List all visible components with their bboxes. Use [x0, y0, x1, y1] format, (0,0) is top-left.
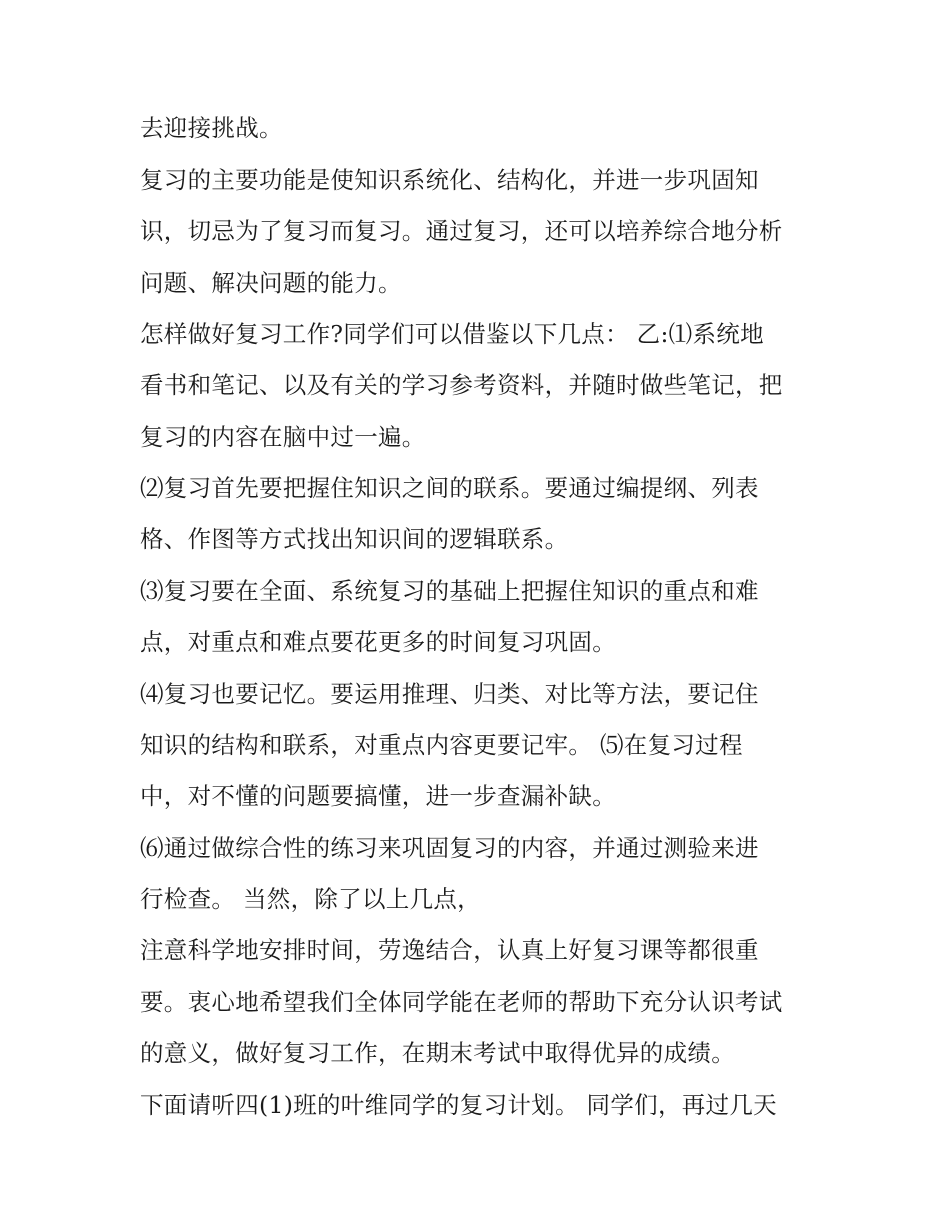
text-line: 注意科学地安排时间，劳逸结合，认真上好复习课等都很重 [140, 936, 759, 964]
text-line: 怎样做好复习工作?同学们可以借鉴以下几点： 乙:⑴系统地 [140, 320, 764, 348]
text-line: 复习的内容在脑中过一遍。 [140, 423, 426, 451]
text-line: ⑵复习首先要把握住知识之间的联系。要通过编提纲、列表 [140, 474, 759, 502]
text-line: 行检查。 当然，除了以上几点， [140, 885, 481, 913]
text-line: 下面请听四(1)班的叶维同学的复习计划。 同学们，再过几天 [140, 1091, 777, 1119]
text-line: 识，切忌为了复习而复习。通过复习，还可以培养综合地分析 [140, 217, 783, 245]
text-line: ⑷复习也要记忆。要运用推理、归类、对比等方法，要记住 [140, 680, 759, 708]
text-line: 格、作图等方式找出知识间的逻辑联系。 [140, 525, 569, 553]
text-line: 问题、解决问题的能力。 [140, 269, 402, 297]
text-line: ⑶复习要在全面、系统复习的基础上把握住知识的重点和难 [140, 577, 759, 605]
text-line: 的意义，做好复习工作，在期末考试中取得优异的成绩。 [140, 1039, 735, 1067]
text-line: 中，对不懂的问题要搞懂，进一步查漏补缺。 [140, 782, 616, 810]
text-line: 复习的主要功能是使知识系统化、结构化，并进一步巩固知 [140, 166, 759, 194]
text-line: 点，对重点和难点要花更多的时间复习巩固。 [140, 628, 616, 656]
text-line: 知识的结构和联系，对重点内容更要记牢。 ⑸在复习过程 [140, 731, 743, 759]
text-line: 要。衷心地希望我们全体同学能在老师的帮助下充分认识考试 [140, 988, 783, 1016]
text-line: 看书和笔记、以及有关的学习参考资料，并随时做些笔记，把 [140, 371, 783, 399]
text-line: 去迎接挑战。 [140, 114, 283, 142]
text-line: ⑹通过做综合性的练习来巩固复习的内容，并通过测验来进 [140, 834, 759, 862]
